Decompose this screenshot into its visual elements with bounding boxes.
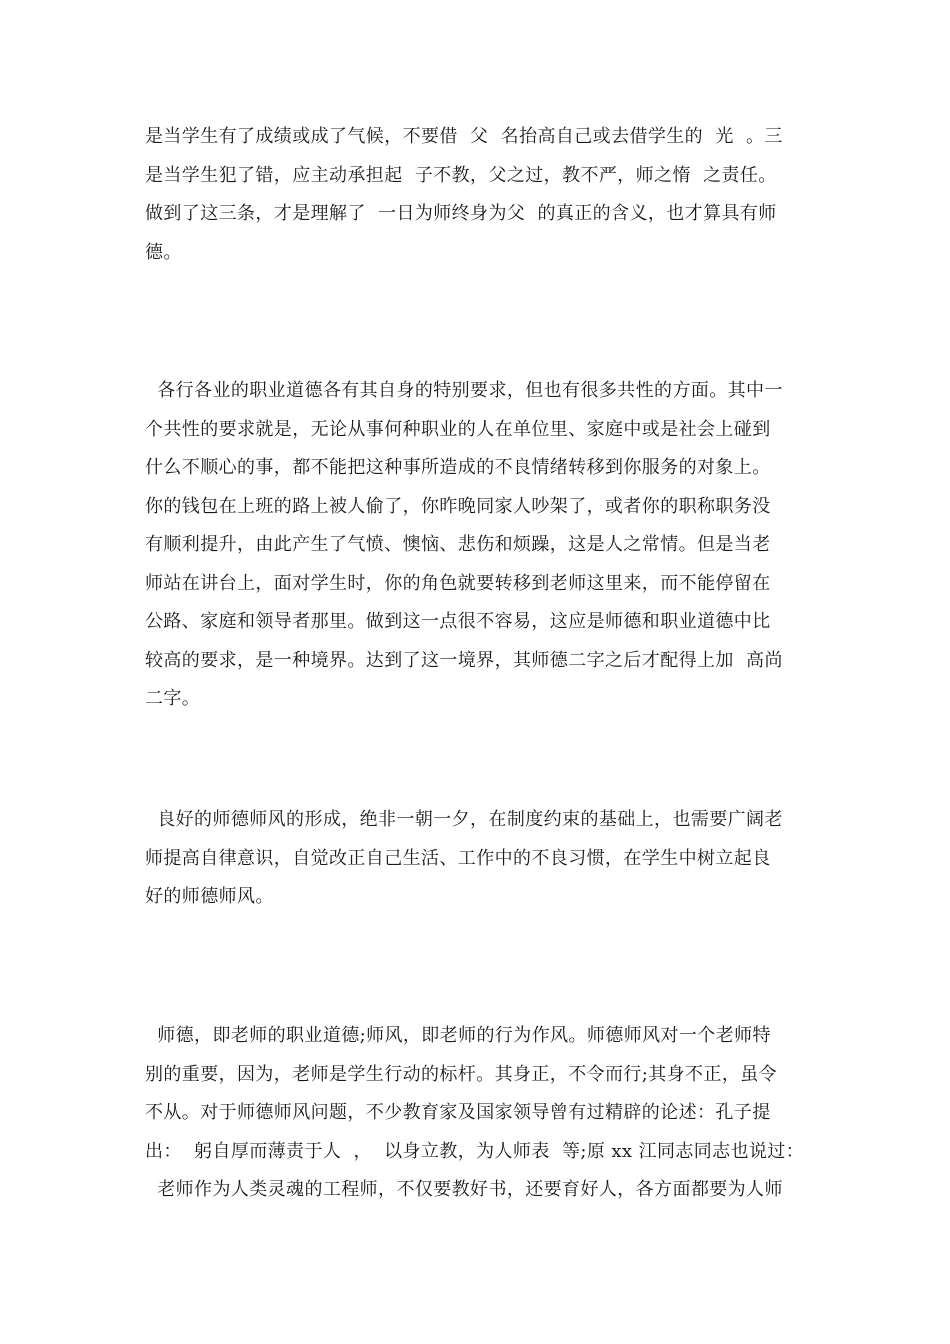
text-line: 师站在讲台上，面对学生时，你的角色就要转移到老师这里来，而不能停留在 — [145, 572, 771, 594]
text-line: 是当学生犯了错，应主动承担起 子不教，父之过，教不严，师之惰 之责任。 — [145, 164, 777, 186]
paragraph-1 — [145, 118, 805, 272]
text-line: 好的师德师风。 — [145, 886, 274, 907]
text-line: 出： 躬自厚而薄责于人 ， 以身立教，为人师表 等;原 xx 江同志同志也说过： — [145, 1140, 805, 1162]
text-line: 个共性的要求就是，无论从事何种职业的人在单位里、家庭中或是社会上碰到 — [145, 418, 771, 440]
text-line: 各行各业的职业道德各有其自身的特别要求，但也有很多共性的方面。其中一 — [145, 380, 783, 401]
text-line: 做到了这三条，才是理解了 一日为师终身为父 的真正的含义，也才算具有师 — [145, 203, 777, 224]
paragraph-4 — [145, 1017, 805, 1210]
text-line: 较高的要求，是一种境界。达到了这一境界，其师德二字之后才配得上加 高尚 — [145, 649, 783, 671]
text-line: 二字。 — [145, 688, 201, 709]
text-line: 师提高自律意识，自觉改正自己生活、工作中的不良习惯，在学生中树立起良 — [145, 847, 771, 869]
text-line: 有顺利提升，由此产生了气愤、懊恼、悲伤和烦躁，这是人之常情。但是当老 — [145, 534, 771, 555]
text-line: 你的钱包在上班的路上被人偷了，你昨晚同家人吵架了，或者你的职称职务没 — [145, 495, 771, 517]
paragraph-2 — [145, 372, 805, 719]
text-line: 良好的师德师风的形成，绝非一朝一夕，在制度约束的基础上，也需要广阔老 — [145, 809, 783, 830]
text-line: 什么不顺心的事，都不能把这种事所造成的不良情绪转移到你服务的对象上。 — [145, 457, 771, 478]
text-line: 不从。对于师德师风问题，不少教育家及国家领导曾有过精辟的论述：孔子提 — [145, 1102, 771, 1123]
text-line: 师德，即老师的职业道德;师风，即老师的行为作风。师德师风对一个老师特 — [145, 1025, 771, 1046]
text-line: 老师作为人类灵魂的工程师，不仅要教好书，还要育好人，各方面都要为人师 — [145, 1179, 783, 1200]
text-line: 别的重要，因为，老师是学生行动的标杆。其身正，不令而行;其身不正，虽令 — [145, 1063, 778, 1085]
paragraph-3 — [145, 801, 805, 917]
text-line: 是当学生有了成绩或成了气候，不要借 父 名抬高自己或去借学生的 光 。三 — [145, 126, 783, 147]
text-line: 公路、家庭和领导者那里。做到这一点很不容易，这应是师德和职业道德中比 — [145, 611, 771, 632]
text-line: 德。 — [145, 241, 182, 263]
